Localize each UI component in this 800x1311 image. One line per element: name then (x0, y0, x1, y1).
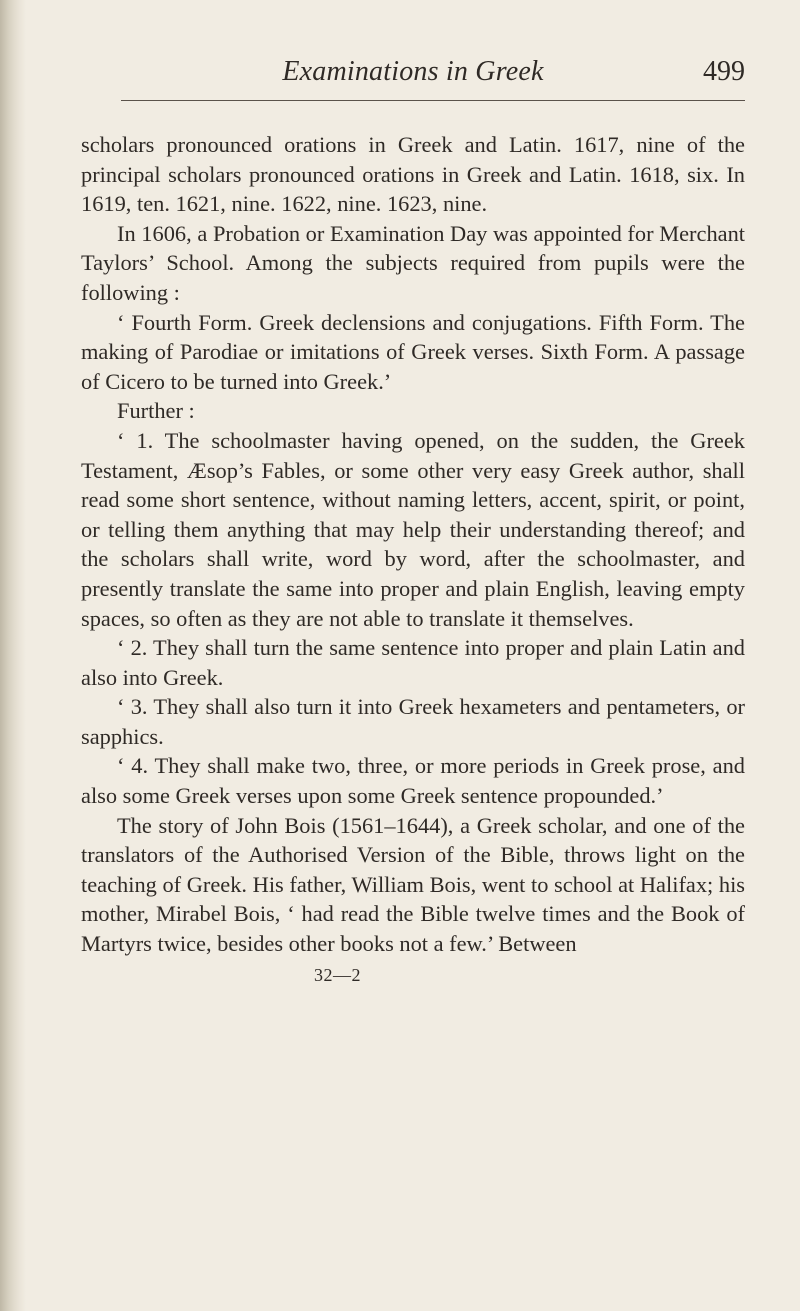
paragraph-probation-day: In 1606, a Probation or Examination Day was appointed for Merchant Taylors’ School. Among the subjects required from pupils were the following : (81, 220, 745, 305)
running-head (81, 56, 745, 96)
running-title: Examinations in Greek (282, 56, 544, 87)
page-number: 499 (703, 56, 745, 87)
body-text (81, 130, 745, 959)
paragraph-rule-1: ‘ 1. The schoolmaster having opened, on the sudden, the Greek Testament, Æsop’s Fables, or some other very easy Greek author, shall read some short sentence, without naming letters, accent, spirit, or point, or telling them anything that may help their understanding thereof; and the scholars shall write, word by word, after the schoolmaster, and presently translate the same into proper and plain English, leaving empty spaces, so often as they are not able to translate it themselves. (81, 427, 745, 631)
paragraph-forms-quote: ‘ Fourth Form. Greek declensions and conjugations. Fifth Form. The making of Parodiae or imitations of Greek verses. Sixth Form. A passage of Cicero to be turned into Greek.’ (81, 309, 745, 394)
signature-mark: 32—2 (314, 964, 361, 985)
paragraph-rule-4: ‘ 4. They shall make two, three, or more periods in Greek prose, and also some Greek verses upon some Greek sentence propounded.’ (81, 753, 745, 809)
paragraph-john-bois: The story of John Bois (1561–1644), a Greek scholar, and one of the translators of the Authorised Version of the Bible, throws light on the teaching of Greek. His father, William Bois, went to school at Halifax; his mother, Mirabel Bois, ‘ had read the Bible twelve times and the Book of Martyrs twice, besides other books not a few.’ Between (81, 812, 745, 957)
paragraph-rule-3: ‘ 3. They shall also turn it into Greek hexameters and pentameters, or sapphics. (81, 694, 745, 749)
header-rule (121, 100, 745, 101)
paragraph-continuation: scholars pronounced orations in Greek and Latin. 1617, nine of the principal scholars pronounced orations in Greek and Latin. 1618, six. In 1619, ten. 1621, nine. 1622, nine. 1623, nine. (81, 132, 745, 217)
paragraph-rule-2: ‘ 2. They shall turn the same sentence into proper and plain Latin and also into Greek. (81, 635, 745, 690)
paragraph-further: Further : (117, 398, 195, 424)
book-page (81, 56, 745, 986)
page-gutter-shadow (0, 0, 26, 1311)
